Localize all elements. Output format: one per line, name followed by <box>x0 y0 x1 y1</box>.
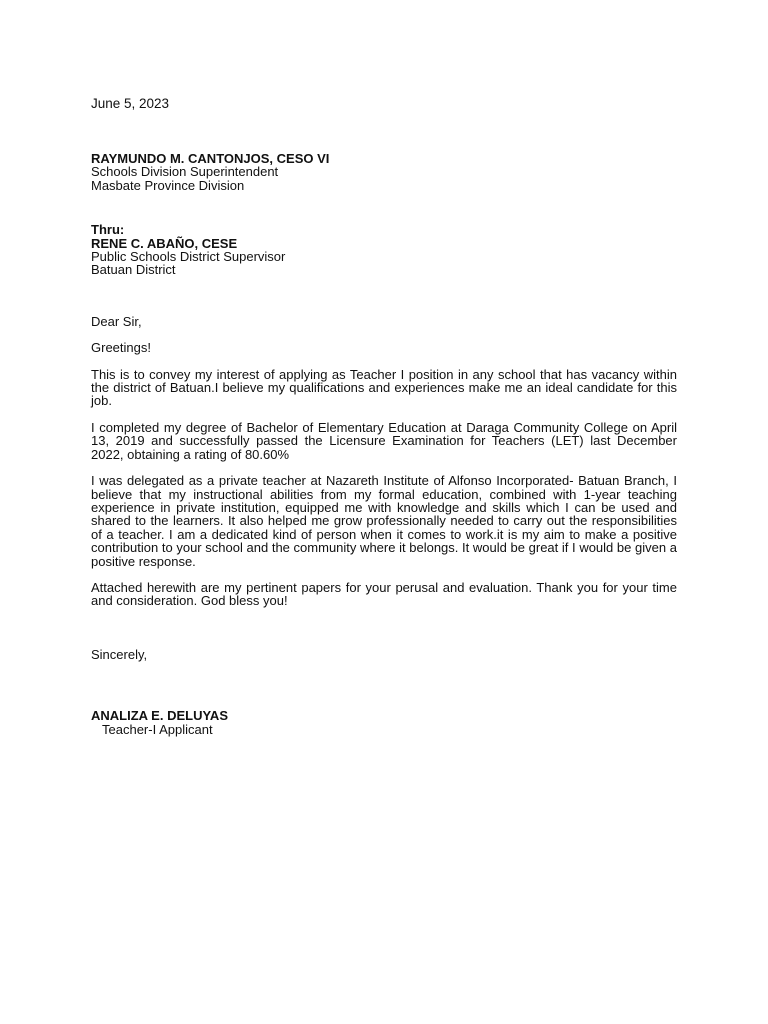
letter-date: June 5, 2023 <box>91 96 170 111</box>
thru-block <box>91 223 677 277</box>
salutation: Dear Sir, <box>91 313 142 329</box>
paragraph-experience: I was delegated as a private teacher at Nazareth Institute of Alfonso Incorporated- Batuan Branch, I believe that my instructional abilities from my formal education, combined with 1-year teaching experience in private institution, equipped me with knowledge and skills which I can be used and shared to the learners. It also helped me grow professionally needed to carry out the responsibilities of a teacher. I am a dedicated kind of person when it comes to work.it is my aim to make a positive contribution to your school and the community where it belongs. It would be great if I would be given a positive response. <box>91 473 677 569</box>
recipient-title: Schools Division Superintendent <box>91 164 279 180</box>
signature-block <box>91 709 677 736</box>
recipient-name: RAYMUNDO M. CANTONJOS, CESO VI <box>91 151 330 166</box>
thru-label: Thru: <box>91 222 125 238</box>
closing: Sincerely, <box>91 646 148 662</box>
greeting: Greetings! <box>91 340 151 356</box>
paragraph-attachments: Attached herewith are my pertinent papers for your perusal and evaluation. Thank you for your time and consideration. God bless you! <box>91 579 677 609</box>
thru-name: RENE C. ABAÑO, CESE <box>91 235 238 251</box>
recipient-block <box>91 152 677 192</box>
paragraph-interest: This is to convey my interest of applying as Teacher I position in any school that has vacancy within the district of Batuan.I believe my qualifications and experiences make me an ideal candidate for this job. <box>91 366 677 409</box>
signer-title: Teacher-I Applicant <box>102 721 213 737</box>
thru-title: Public Schools District Supervisor <box>91 249 286 265</box>
thru-office: Batuan District <box>91 262 176 278</box>
recipient-office: Masbate Province Division <box>91 177 245 193</box>
signer-name: ANALIZA E. DELUYAS <box>91 708 228 724</box>
paragraph-education: I completed my degree of Bachelor of Elementary Education at Daraga Community College on April 13, 2019 and successfully passed the Licensure Examination for Teachers (LET) last December 2022, obtaining a rating of 80.60% <box>91 419 677 462</box>
letter-body <box>91 96 677 736</box>
